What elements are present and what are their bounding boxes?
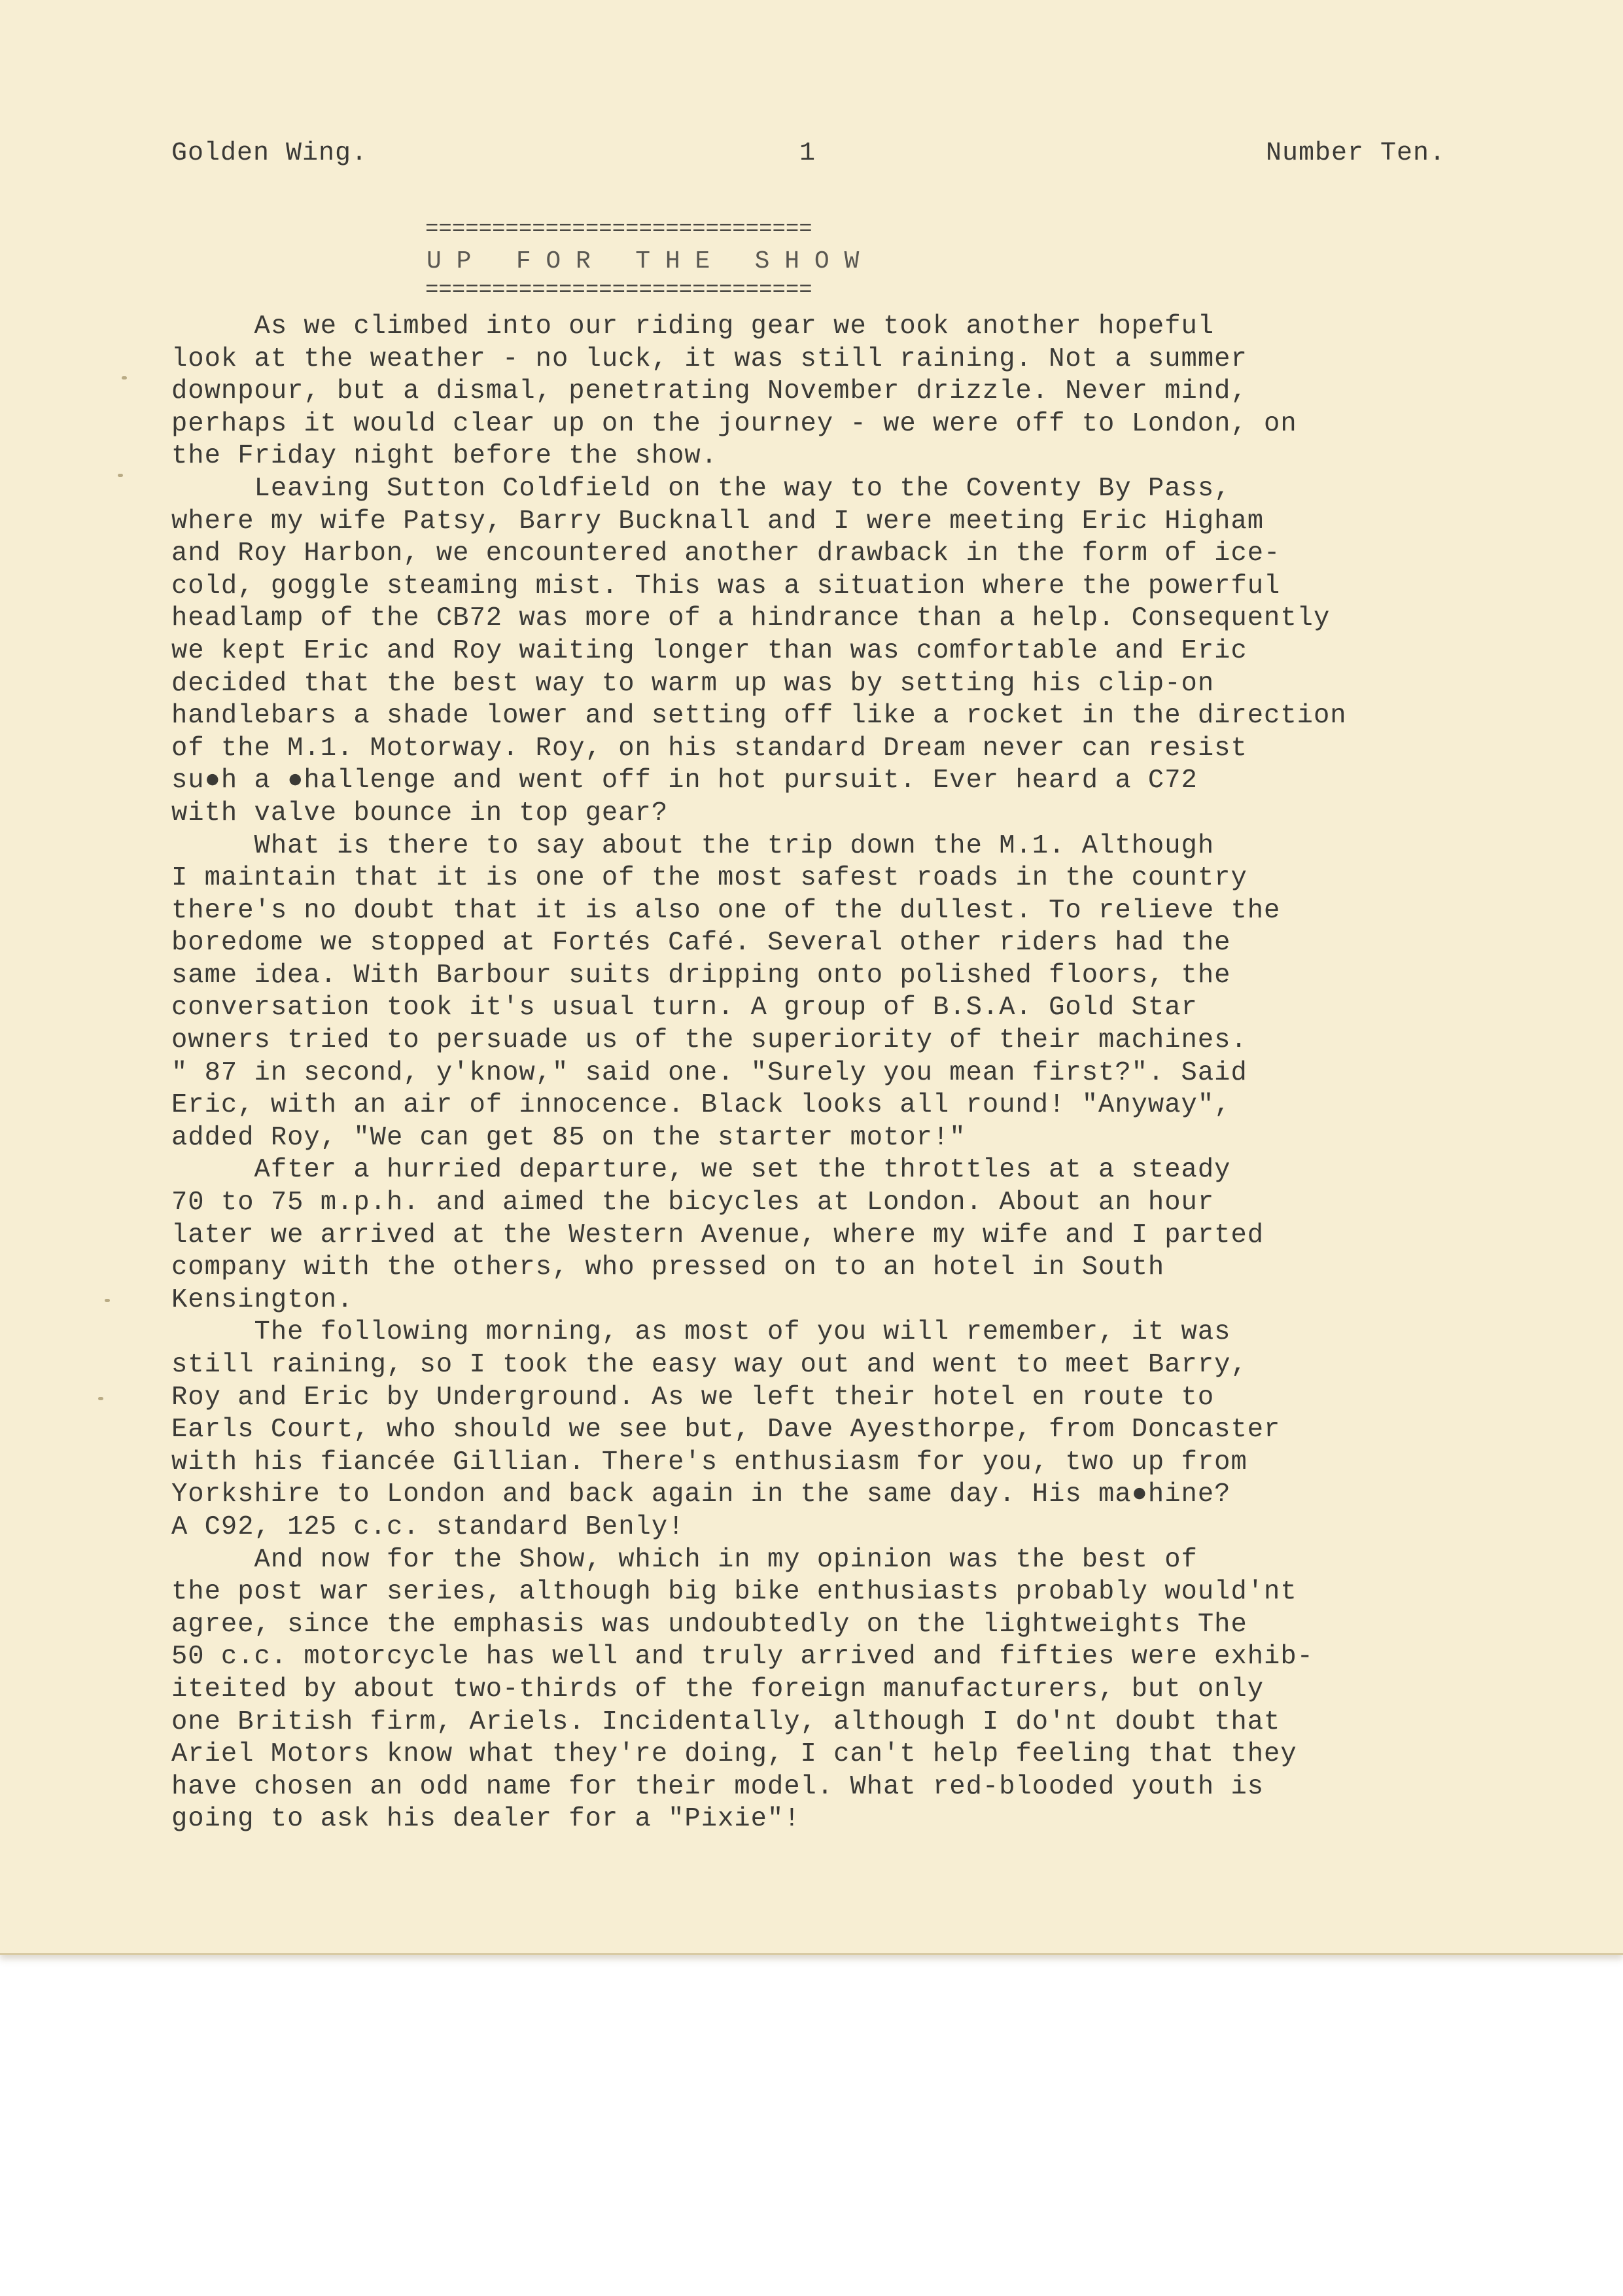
body-line: 70 to 75 m.p.h. and aimed the bicycles at London. About an hour xyxy=(171,1188,1215,1218)
body-line: same idea. With Barbour suits dripping onto polished floors, the xyxy=(171,960,1231,991)
body-line: one British firm, Ariels. Incidentally, although I do'nt doubt that xyxy=(171,1706,1281,1737)
body-line: The following morning, as most of you will remember, it was xyxy=(171,1317,1231,1348)
body-line: After a hurried departure, we set the throttles at a steady xyxy=(171,1155,1231,1186)
body-line: company with the others, who pressed on to an hotel in South xyxy=(171,1252,1165,1283)
body-line: A C92, 125 c.c. standard Benly! xyxy=(171,1511,685,1542)
body-line: the post war series, although big bike enthusiasts probably would'nt xyxy=(171,1577,1297,1608)
body-line: What is there to say about the trip down the M.1. Although xyxy=(171,830,1215,861)
body-line: handlebars a shade lower and setting off like a rocket in the direction xyxy=(171,701,1347,732)
title-rule-bottom: ============================= xyxy=(425,278,812,303)
paper-speck xyxy=(118,474,123,477)
body-line: Yorkshire to London and back again in the same day. His ma●hine? xyxy=(171,1479,1231,1510)
body-line: agree, since the emphasis was undoubtedly on the lightweights The xyxy=(171,1609,1248,1640)
body-line: have chosen an odd name for their model. What red-blooded youth is xyxy=(171,1771,1265,1802)
body-line: we kept Eric and Roy waiting longer than was comfortable and Eric xyxy=(171,635,1248,666)
body-line: where my wife Patsy, Barry Bucknall and I were meeting Eric Higham xyxy=(171,506,1265,537)
paper-speck xyxy=(98,1397,103,1400)
body-line: iteited by about two-thirds of the foreign manufacturers, but only xyxy=(171,1674,1265,1704)
article-title: U P F O R T H E S H O W xyxy=(427,247,860,275)
body-line: Kensington. xyxy=(171,1284,354,1315)
body-line: su●h a ●hallenge and went off in hot pursuit. Ever heard a C72 xyxy=(171,766,1198,796)
body-line: Leaving Sutton Coldfield on the way to the Coventy By Pass, xyxy=(171,473,1231,504)
body-line: I maintain that it is one of the most safest roads in the country xyxy=(171,863,1248,894)
body-line: with his fiancée Gillian. There's enthusiasm for you, two up from xyxy=(171,1447,1248,1477)
body-line: with valve bounce in top gear? xyxy=(171,798,669,828)
body-line: 50 c.c. motorcycle has well and truly arrived and fifties were exhib- xyxy=(171,1642,1314,1672)
body-line: going to ask his dealer for a "Pixie"! xyxy=(171,1804,801,1835)
body-line: conversation took it's usual turn. A group of B.S.A. Gold Star xyxy=(171,993,1198,1023)
body-line: added Roy, "We can get 85 on the starter motor!" xyxy=(171,1122,966,1153)
body-line: " 87 in second, y'know," said one. "Surely you mean first?". Said xyxy=(171,1057,1248,1088)
body-line: look at the weather - no luck, it was still raining. Not a summer xyxy=(171,344,1248,374)
issue-number: Number Ten. xyxy=(1266,139,1446,168)
body-line: cold, goggle steaming mist. This was a situation where the powerful xyxy=(171,571,1281,601)
newsletter-title: Golden Wing. xyxy=(171,139,368,168)
body-line: decided that the best way to warm up was by setting his clip-on xyxy=(171,668,1215,699)
body-line: As we climbed into our riding gear we took another hopeful xyxy=(171,311,1215,342)
body-line: and Roy Harbon, we encountered another drawback in the form of ice- xyxy=(171,539,1281,569)
body-line: the Friday night before the show. xyxy=(171,441,718,472)
body-line: later we arrived at the Western Avenue, where my wife and I parted xyxy=(171,1220,1265,1250)
body-line: Ariel Motors know what they're doing, I can't help feeling that they xyxy=(171,1739,1297,1770)
body-line: of the M.1. Motorway. Roy, on his standard Dream never can resist xyxy=(171,733,1248,764)
body-line: boredome we stopped at Fortés Café. Several other riders had the xyxy=(171,928,1231,959)
body-line: downpour, but a dismal, penetrating November drizzle. Never mind, xyxy=(171,376,1248,407)
body-line: Roy and Eric by Underground. As we left their hotel en route to xyxy=(171,1382,1215,1413)
body-line: perhaps it would clear up on the journey - we were off to London, on xyxy=(171,408,1297,439)
page-number: 1 xyxy=(799,139,816,168)
article-body xyxy=(171,311,1591,1836)
paper-speck xyxy=(122,376,127,380)
paper-speck xyxy=(105,1299,110,1302)
body-line: Earls Court, who should we see but, Dave Ayesthorpe, from Doncaster xyxy=(171,1415,1281,1445)
body-line: there's no doubt that it is also one of the dullest. To relieve the xyxy=(171,895,1281,926)
body-line: And now for the Show, which in my opinion was the best of xyxy=(171,1544,1198,1575)
body-line: still raining, so I took the easy way out and went to meet Barry, xyxy=(171,1350,1248,1380)
title-rule-top: ============================= xyxy=(425,217,812,242)
body-line: headlamp of the CB72 was more of a hindrance than a help. Consequently xyxy=(171,603,1331,634)
body-line: Eric, with an air of innocence. Black looks all round! "Anyway", xyxy=(171,1090,1231,1121)
body-line: owners tried to persuade us of the superiority of their machines. xyxy=(171,1025,1248,1056)
